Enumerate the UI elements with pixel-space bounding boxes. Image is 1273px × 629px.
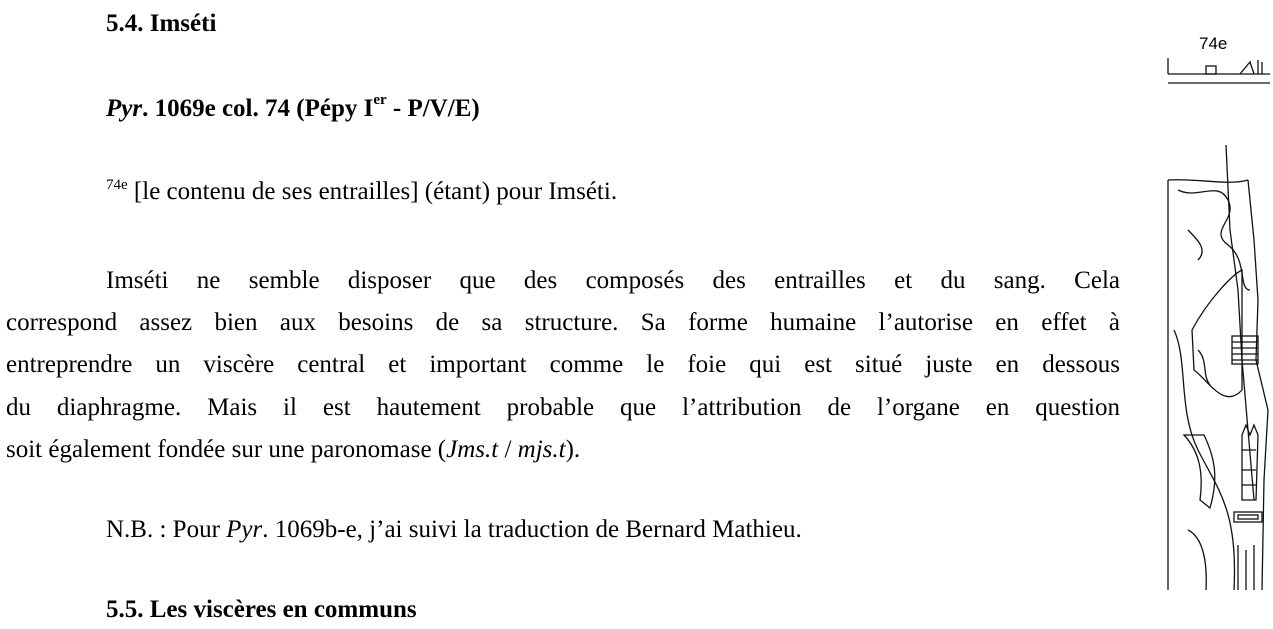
section-heading-5-5: 5.5. Les viscères en communs [106, 596, 417, 623]
italic-term: Jms.t [446, 435, 499, 463]
hieroglyph-column-label: 74e [1199, 34, 1228, 53]
paragraph-line: entreprendre un viscère central et important comme le foie qui est situé juste en dessous [6, 351, 1120, 379]
pyr-heading [106, 92, 480, 123]
pyr-heading-sup: er [373, 92, 387, 108]
paragraph-line: Imséti ne semble disposer que des composés des entrailles et du sang. Cela [106, 267, 1120, 294]
pyr-heading-text: . 1069e col. 74 (Pépy I [142, 95, 374, 122]
nb-note: N.B. : Pour Pyr. 1069b-e, j’ai suivi la traduction de Bernard Mathieu. [106, 516, 802, 543]
column-number: 74e [106, 177, 128, 193]
pyr-abbrev: Pyr [106, 95, 143, 122]
translation-text: [le contenu de ses entrailles] (étant) pour Imséti. [133, 178, 618, 205]
pyr-abbrev: Pyr [226, 516, 263, 543]
hieroglyph-column-figure [1158, 30, 1273, 629]
translation-line [106, 178, 617, 206]
section-heading-5-4: 5.4. Imséti [106, 10, 217, 37]
commentary-paragraph [6, 260, 1120, 471]
paragraph-line: soit également fondée sur une paronomase (Jms.t / mjs.t). [6, 435, 581, 463]
paragraph-line: correspond assez bien aux besoins de sa structure. Sa forme humaine l’autorise en effet à [6, 309, 1120, 337]
pyr-heading-suffix: - P/V/E) [386, 95, 480, 122]
paragraph-line: du diaphragme. Mais il est hautement probable que l’attribution de l’organe en question [6, 393, 1120, 421]
italic-term: mjs.t [517, 435, 566, 463]
